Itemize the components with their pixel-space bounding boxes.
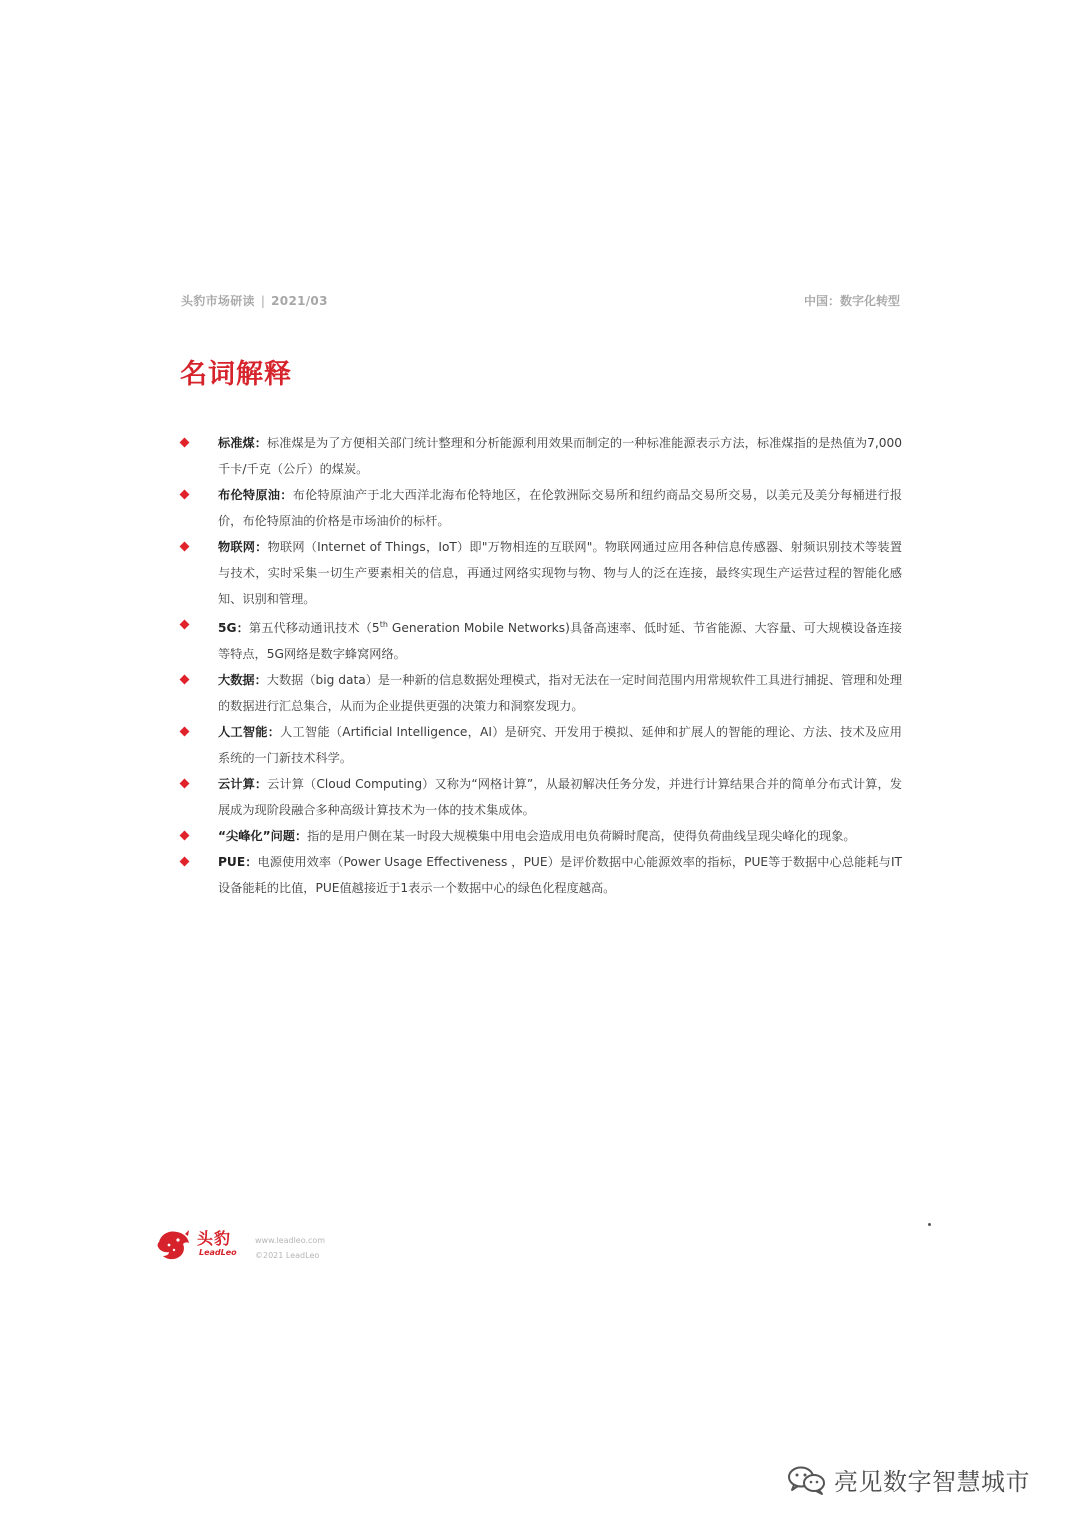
diamond-bullet-icon [180,438,190,448]
footer-info [255,1233,325,1263]
glossary-entry-big-data [178,667,902,719]
diamond-bullet-icon [180,542,190,552]
leadleo-logo [155,1224,245,1264]
brand-name: 头豹市场研读 [181,294,255,308]
glossary-term: 物联网： [218,540,268,554]
glossary-definition: 物联网（Internet of Things，IoT）即"万物相连的互联网"。物联网通过应用各种信息传感器、射频识别技术等装置与技术，实时采集一切生产要素相关的信息，再通过网络实现物与物、物与人的泛在连接，最终实现生产运营过程的智能化感知、识别和管理。 [218,540,903,606]
glossary-term: 布伦特原油： [218,488,293,502]
glossary-term: 大数据： [218,673,267,688]
glossary-term: PUE： [218,855,258,870]
glossary-definition: 大数据（big data）是一种新的信息数据处理模式，指对无法在一定时间范围内用常规软件工具进行捕捉、管理和处理的数据进行汇总集合，从而为企业提供更强的决策力和洞察发现力。 [218,673,903,714]
diamond-bullet-icon [180,490,190,500]
glossary-entry-standard-coal [178,430,902,482]
report-topic: 中国：数字化转型 [803,294,900,308]
glossary-term: 人工智能： [218,725,281,740]
watermark-text: 亮见数字智慧城市 [834,1468,1030,1496]
superscript: th [379,620,388,629]
leopard-logo-icon [155,1228,191,1262]
glossary-term: 标准煤： [218,436,267,450]
logo-chinese-text: 头豹 [197,1229,232,1248]
glossary-definition: 云计算（Cloud Computing）又称为“网格计算”，从最初解决任务分发，并进行计算结果合并的简单分布式计算，发展成为现阶段融合多种高级计算技术为一体的技术集成体。 [218,777,902,818]
glossary-definition: 人工智能（Artificial Intelligence，AI）是研究、开发用于模拟、延伸和扩展人的智能的理论、方法、技术及应用系统的一门新技术科学。 [218,725,902,766]
glossary-term: “尖峰化”问题： [218,829,308,844]
diamond-bullet-icon [180,831,190,841]
report-date: 2021/03 [271,294,328,308]
glossary-entry-ai [178,719,902,771]
glossary-entry-iot [178,534,902,612]
glossary-definition: 标准煤是为了方便相关部门统计整理和分析能源利用效果而制定的一种标准能源表示方法，标准煤指的是热值为7,000千卡/千克（公斤）的煤炭。 [218,436,903,476]
copyright-text: ©2021 LeadLeo [255,1251,320,1260]
diamond-bullet-icon [180,779,190,789]
diamond-bullet-icon [180,675,190,685]
glossary-entry-pue [178,849,902,901]
wechat-icon [786,1464,828,1496]
diamond-bullet-icon [180,727,190,737]
glossary-definition: Generation Mobile Networks)具备高速率、低时延、节省能源、大容量、可大规模设备连接等特点，5G网络是数字蜂窝网络。 [218,621,902,662]
glossary-entry-cloud-computing [178,771,902,823]
glossary-entry-peak-load [178,823,902,849]
glossary-definition-prefix: 第五代移动通讯技术（5 [248,621,380,636]
page-dot [928,1223,931,1226]
glossary-term: 云计算： [218,777,268,792]
glossary-term: 5G： [218,621,249,636]
glossary-entry-brent-crude [178,482,902,534]
glossary-list [178,430,902,901]
glossary-definition: 布伦特原油产于北大西洋北海布伦特地区，在伦敦洲际交易所和纽约商品交易所交易，以美元及美分每桶进行报价，布伦特原油的价格是市场油价的标杆。 [218,488,903,528]
website-link[interactable]: www.leadleo.com [255,1236,326,1245]
wechat-watermark [786,1462,1030,1497]
glossary-definition: 指的是用户侧在某一时段大规模集中用电会造成用电负荷瞬时爬高，使得负荷曲线呈现尖峰化的现象。 [307,829,856,844]
glossary-entry-5g [178,612,902,667]
diamond-bullet-icon [180,857,190,867]
page-title: 名词解释 [180,359,292,390]
logo-english-text: LeadLeo [199,1248,237,1257]
report-header-left [181,292,328,309]
header-separator: | [260,294,266,308]
glossary-definition: 电源使用效率（Power Usage Effectiveness ，PUE）是评价数据中心能源效率的指标，PUE等于数据中心总能耗与IT设备能耗的比值，PUE值越接近于1表示一个数据中心的绿色化程度越高。 [218,855,903,896]
diamond-bullet-icon [180,620,190,630]
